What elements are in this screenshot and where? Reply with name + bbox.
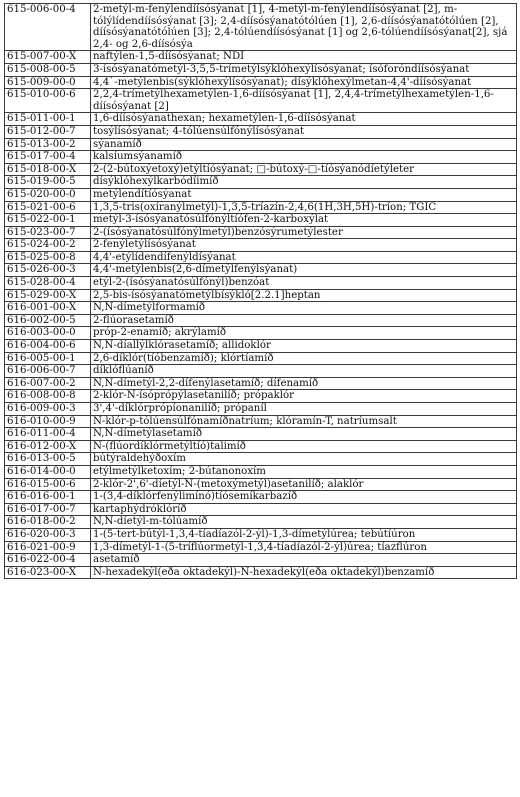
index-number-cell: 616-008-00-8 [5, 390, 91, 403]
table-row [5, 289, 517, 302]
chemical-name-cell: 2-flúorasetamíð [91, 314, 517, 327]
table-row [5, 4, 517, 51]
index-number-cell: 616-010-00-9 [5, 415, 91, 428]
table-row [5, 113, 517, 126]
table-row [5, 76, 517, 89]
chemical-name-cell: 4,4`-metýlenbis(sýklóhexýlísósýanat); dísýklóhexýlmetan-4,4'-díísósýanat [91, 76, 517, 89]
chemical-name-cell: bútýraldehýðoxím [91, 453, 517, 466]
chemical-name-cell: N,N-díallýlklórasetamíð; allidoklór [91, 340, 517, 353]
chemical-name-cell: N,N-dímetýlasetamíð [91, 428, 517, 441]
index-number-cell: 616-007-00-2 [5, 377, 91, 390]
chemical-name-cell: 2,5-bis-ísósýanatómetýlbísýkló[2.2.1]heptan [91, 289, 517, 302]
index-number-cell: 616-014-00-0 [5, 465, 91, 478]
table-row [5, 51, 517, 64]
index-number-cell: 616-020-00-3 [5, 528, 91, 541]
index-number-cell: 615-012-00-7 [5, 125, 91, 138]
chemical-name-cell: 1,3,5-tris(oxíranýlmetýl)-1,3,5-tríazín-2,4,6(1H,3H,5H)-tríon; TGIC [91, 201, 517, 214]
index-number-cell: 615-009-00-0 [5, 76, 91, 89]
chemical-name-cell: N,N-dímetýlformamíð [91, 302, 517, 315]
chemical-name-cell: N-hexadekýl(eða oktadekýl)-N-hexadekýl(eða oktadekýl)benzamíð [91, 566, 517, 579]
table-row [5, 503, 517, 516]
index-number-cell: 616-003-00-0 [5, 327, 91, 340]
index-number-cell: 615-022-00-1 [5, 214, 91, 227]
chemical-name-cell: N-(flúordíklórmetýltíó)talimíð [91, 440, 517, 453]
index-number-cell: 616-021-00-9 [5, 541, 91, 554]
chemical-name-cell: dísýklóhexýlkarbódíimíð [91, 176, 517, 189]
table-row [5, 163, 517, 176]
chemical-name-cell: metýlendítíósýanat [91, 188, 517, 201]
index-number-cell: 616-013-00-5 [5, 453, 91, 466]
chemical-name-cell: 2-(2-bútoxýetoxý)etýltíósýanat; □-bútoxý-□-tíósýanódíetýleter [91, 163, 517, 176]
table-row [5, 138, 517, 151]
table-row [5, 239, 517, 252]
chemical-name-cell: N,N-díetýl-m-tólúamíð [91, 516, 517, 529]
index-number-cell: 616-004-00-6 [5, 340, 91, 353]
chemical-name-cell: 2-(ísósýanatósúlfónýlmetýl)benzósýrumetýlester [91, 226, 517, 239]
table-row [5, 302, 517, 315]
index-number-cell: 616-001-00-X [5, 302, 91, 315]
table-row [5, 528, 517, 541]
table-row [5, 566, 517, 579]
substance-table [4, 3, 517, 579]
table-row [5, 403, 517, 416]
table-row [5, 151, 517, 164]
index-number-cell: 616-012-00-X [5, 440, 91, 453]
table-row [5, 352, 517, 365]
index-number-cell: 615-013-00-2 [5, 138, 91, 151]
index-number-cell: 615-018-00-X [5, 163, 91, 176]
index-number-cell: 615-026-00-3 [5, 264, 91, 277]
table-row [5, 251, 517, 264]
table-row [5, 176, 517, 189]
chemical-name-cell: asetamíð [91, 554, 517, 567]
chemical-name-cell: 1,3-dímetýl-1-(5-tríflúormetýl-1,3,4-tíadíazól-2-ýl)úrea; tíazflúron [91, 541, 517, 554]
chemical-name-cell: 2-klór-2',6'-díetýl-N-(metoxýmetýl)asetanilíð; alaklór [91, 478, 517, 491]
chemical-name-cell: 2,6-díklór(tíóbenzamíð); klórtíamíð [91, 352, 517, 365]
chemical-name-cell: díklóflúaníð [91, 365, 517, 378]
table-row [5, 491, 517, 504]
chemical-name-cell: etýl-2-(ísósýanatósúlfónýl)benzóat [91, 277, 517, 290]
index-number-cell: 616-011-00-4 [5, 428, 91, 441]
chemical-name-cell: 2-klór-N-ísóprópýlasetanilíð; própaklór [91, 390, 517, 403]
table-row [5, 415, 517, 428]
chemical-name-cell: 4,4'-metýlenbis(2,6-dímetýlfenýlsýanat) [91, 264, 517, 277]
table-row [5, 390, 517, 403]
table-row [5, 478, 517, 491]
index-number-cell: 616-005-00-1 [5, 352, 91, 365]
index-number-cell: 616-015-00-6 [5, 478, 91, 491]
table-body [5, 4, 517, 579]
chemical-name-cell: kalsíumsýanamíð [91, 151, 517, 164]
index-number-cell: 615-008-00-5 [5, 63, 91, 76]
index-number-cell: 616-022-00-4 [5, 554, 91, 567]
index-number-cell: 615-006-00-4 [5, 4, 91, 51]
chemical-name-cell: etýlmetýlketoxím; 2-bútanonoxím [91, 465, 517, 478]
chemical-name-cell: 1-(3,4-díklórfenýlimínó)tíósemíkarbazíð [91, 491, 517, 504]
chemical-name-cell: sýanamíð [91, 138, 517, 151]
chemical-name-cell: kartaphýdróklóríð [91, 503, 517, 516]
chemical-name-cell: 3-ísósýanatómetýl-3,5,5-trímetýlsýklóhexýlísósýanat; ísóforóndíísósýanat [91, 63, 517, 76]
index-number-cell: 616-017-00-7 [5, 503, 91, 516]
chemical-name-cell: 1,6-díísósýanathexan; hexametýlen-1,6-díísósýanat [91, 113, 517, 126]
table-row [5, 125, 517, 138]
table-row [5, 277, 517, 290]
chemical-name-cell: 1-(5-tert-bútýl-1,3,4-tíadíazól-2-ýl)-1,3-dímetýlúrea; tebútíúron [91, 528, 517, 541]
table-row [5, 453, 517, 466]
chemical-name-cell: naftýlen-1,5-díísósýanat; NDI [91, 51, 517, 64]
table-row [5, 314, 517, 327]
table-row [5, 465, 517, 478]
index-number-cell: 616-002-00-5 [5, 314, 91, 327]
table-row [5, 327, 517, 340]
chemical-name-cell: tosýlísósýanat; 4-tólúensúlfónýlísósýanat [91, 125, 517, 138]
chemical-name-cell: N-klór-p-tólúensúlfónamíðnatríum; klóramín-T, natríumsalt [91, 415, 517, 428]
index-number-cell: 615-021-00-6 [5, 201, 91, 214]
index-number-cell: 616-009-00-3 [5, 403, 91, 416]
chemical-name-cell: próp-2-enamíð; akrýlamíð [91, 327, 517, 340]
index-number-cell: 615-017-00-4 [5, 151, 91, 164]
table-row [5, 428, 517, 441]
index-number-cell: 615-020-00-0 [5, 188, 91, 201]
index-number-cell: 615-019-00-5 [5, 176, 91, 189]
table-row [5, 377, 517, 390]
table-row [5, 188, 517, 201]
index-number-cell: 615-024-00-2 [5, 239, 91, 252]
chemical-name-cell: 2,2,4-trímetýlhexametýlen-1,6-díísósýanat [1], 2,4,4-trímetýlhexametýlen-1,6-díísósýanat [2] [91, 89, 517, 113]
table-row [5, 226, 517, 239]
chemical-name-cell: metýl-3-ísósýanatósúlfónýltíófen-2-karboxýlat [91, 214, 517, 227]
chemical-name-cell: 4,4'-etýlídendífenýldísýanat [91, 251, 517, 264]
index-number-cell: 616-016-00-1 [5, 491, 91, 504]
index-number-cell: 616-023-00-X [5, 566, 91, 579]
table-row [5, 340, 517, 353]
index-number-cell: 615-007-00-X [5, 51, 91, 64]
table-row [5, 201, 517, 214]
table-row [5, 63, 517, 76]
table-row [5, 440, 517, 453]
table-row [5, 516, 517, 529]
table-row [5, 541, 517, 554]
table-row [5, 89, 517, 113]
table-row [5, 365, 517, 378]
table-row [5, 214, 517, 227]
chemical-name-cell: 2-fenýletýlísósýanat [91, 239, 517, 252]
index-number-cell: 616-006-00-7 [5, 365, 91, 378]
chemical-name-cell: 3',4'-díklórprópíonanilíð; própaníl [91, 403, 517, 416]
chemical-name-cell: N,N-dímetýl-2,2-dífenýlasetamíð; dífenamíð [91, 377, 517, 390]
index-number-cell: 615-023-00-7 [5, 226, 91, 239]
index-number-cell: 615-011-00-1 [5, 113, 91, 126]
table-row [5, 264, 517, 277]
index-number-cell: 615-025-00-8 [5, 251, 91, 264]
index-number-cell: 615-029-00-X [5, 289, 91, 302]
index-number-cell: 616-018-00-2 [5, 516, 91, 529]
table-row [5, 554, 517, 567]
chemical-name-cell: 2-metýl-m-fenýlendíísósýanat [1], 4-metýl-m-fenýlendíísósýanat [2], m-tólýlídendíísósýanat [3]; 2,4-díísósýanatótólúen [1], 2,6-díísósýanatótólúen [2], díísósýanatótólúen [3]; 2,4-tólúendíísósýanat [1] og 2,6-tólúendíísósýanat[2], sjá 2,4- og 2,6-díísósýa [91, 4, 517, 51]
index-number-cell: 615-028-00-4 [5, 277, 91, 290]
index-number-cell: 615-010-00-6 [5, 89, 91, 113]
